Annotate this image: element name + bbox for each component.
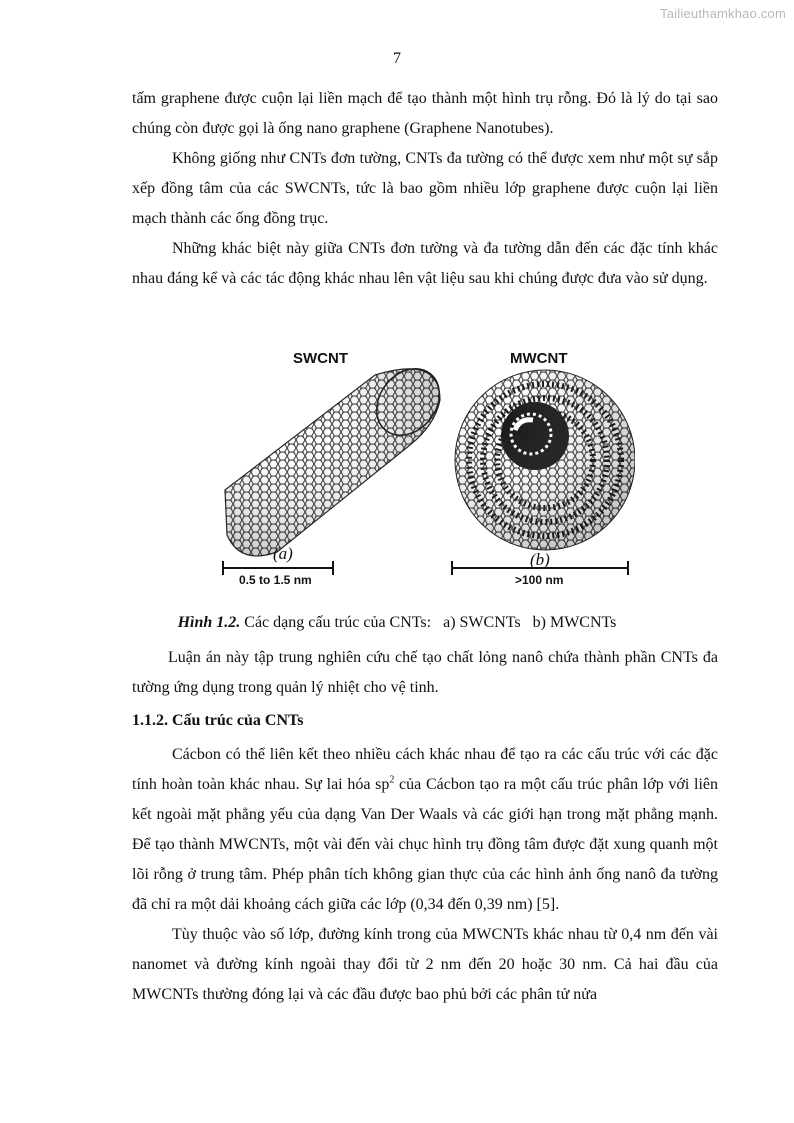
intro-paragraphs (132, 84, 718, 294)
sp2-superscript: 2 (389, 774, 395, 786)
paragraph-5 (132, 740, 718, 920)
thesis-focus (132, 643, 718, 703)
swcnt-title: SWCNT (293, 350, 348, 367)
structure-paragraphs (132, 740, 718, 1010)
paragraph-5-part-1: Cácbon có thể liên kết theo nhiều cách khác nhau để tạo ra các cấu trúc với các đặc tính hoàn toàn khác nhau. Sự lai hóa sp (132, 746, 718, 793)
scale-label-right: >100 nm (515, 573, 564, 587)
watermark: Tailieuthamkhao.com (660, 6, 786, 21)
paragraph-5-part-2: của Cácbon tạo ra một cấu trúc phân lớp với liên kết ngoài mặt phẳng yếu của dạng Van Der Waals và các giới hạn trong mặt phẳng mạnh. Để tạo thành MWCNTs, một vài đến vài chục hình trụ đồng tâm được đặt xung quanh một lõi rỗng ở trung tâm. Phép phân tích không gian thực của các hình ảnh ống nanô đa tường đã chỉ ra một dải khoảng cách giữa các lớp (0,34 đến 0,39 nm) [5]. (132, 776, 719, 913)
paragraph-6: Tùy thuộc vào số lớp, đường kính trong của MWCNTs khác nhau từ 0,4 nm đến vài nanomet và đường kính ngoài thay đổi từ 2 nm đến 20 hoặc 30 nm. Cả hai đầu của MWCNTs thường đóng lại và các đầu được bao phủ bởi các phân tử nửa (132, 926, 718, 1003)
caption-text: Các dạng cấu trúc của CNTs: a) SWCNTs b) MWCNTs (240, 614, 617, 631)
section-heading: 1.1.2. Cấu trúc của CNTs (132, 712, 304, 729)
paragraph-1: tấm graphene được cuộn lại liền mạch để tạo thành một hình trụ rỗng. Đó là lý do tại sao chúng còn được gọi là ống nano graphene (Graphene Nanotubes). (132, 90, 718, 137)
scale-label-left: 0.5 to 1.5 nm (239, 573, 312, 587)
caption-label: Hình 1.2. (177, 614, 241, 631)
label-a: (a) (273, 544, 293, 563)
paragraph-3: Những khác biệt này giữa CNTs đơn tường và đa tường dẫn đến các đặc tính khác nhau đáng kể và các tác động khác nhau lên vật liệu sau khi chúng được đưa vào sử dụng. (132, 240, 718, 287)
figure-cnt-structures (215, 340, 635, 595)
page-number: 7 (393, 50, 401, 67)
mwcnt-title: MWCNT (510, 350, 568, 367)
swcnt-tube (225, 356, 452, 556)
paragraph-2: Không giống như CNTs đơn tường, CNTs đa tường có thể được xem như một sự sắp xếp đồng tâm của các SWCNTs, tức là bao gồm nhiều lớp graphene được cuộn lại liền mạch thành các ống đồng trục. (132, 150, 718, 227)
mwcnt-tube (455, 370, 635, 550)
figure-caption (0, 614, 794, 632)
label-b: (b) (530, 550, 550, 569)
paragraph-4: Luận án này tập trung nghiên cứu chế tạo chất lỏng nanô chứa thành phần CNTs đa tường ứng dụng trong quản lý nhiệt cho vệ tinh. (132, 649, 718, 696)
